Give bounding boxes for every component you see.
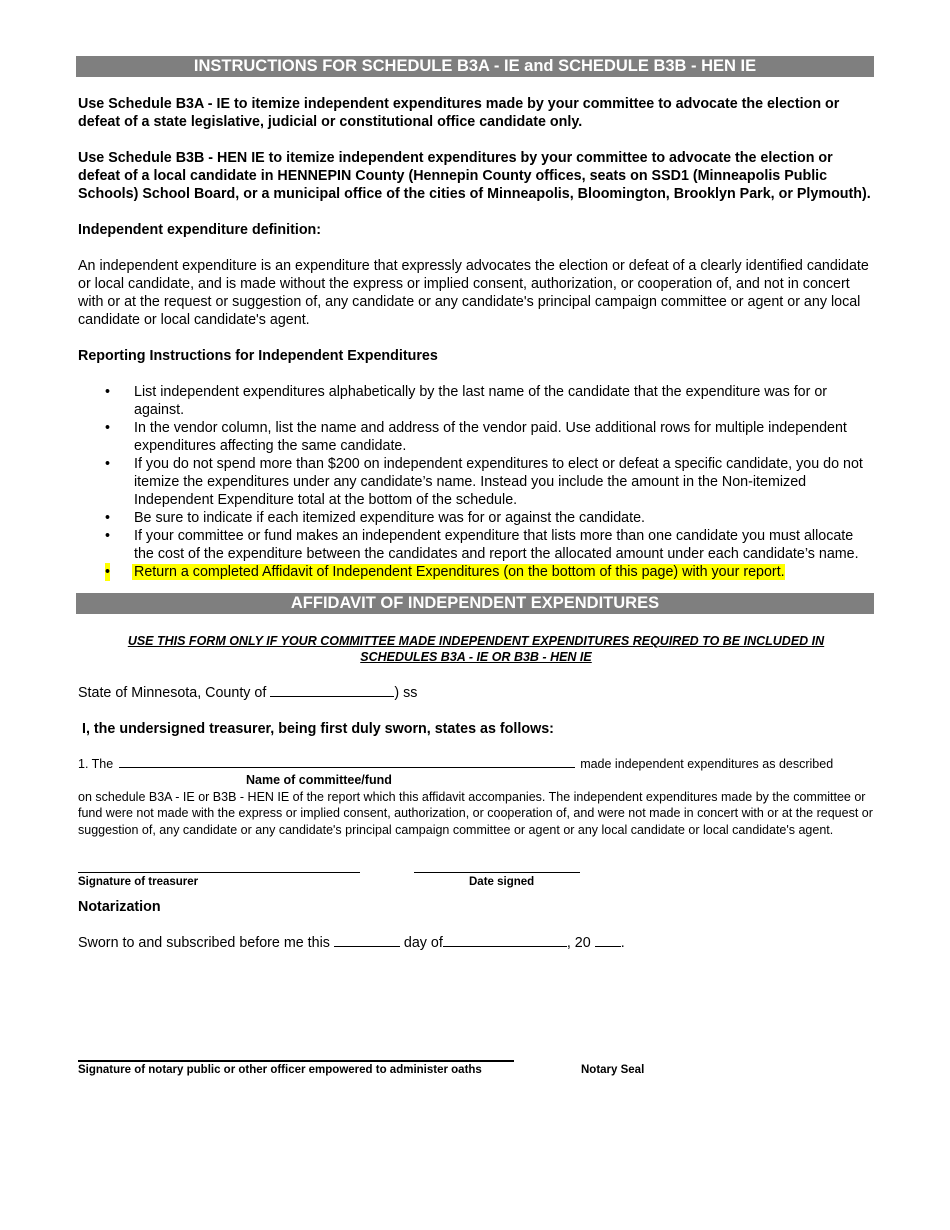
- sworn-line: Sworn to and subscribed before me this day of , 20 .: [78, 935, 625, 951]
- treasurer-signature-line[interactable]: [78, 872, 360, 873]
- treasurer-signature-label: Signature of treasurer: [78, 876, 199, 888]
- date-signed-line[interactable]: [414, 872, 580, 873]
- reporting-instructions-list: [78, 383, 874, 581]
- list-item: • In the vendor column, list the name and address of the vendor paid. Use additional rows for multiple independent expenditures affecting the same candidate.: [105, 420, 847, 454]
- item-1-line: 1. The made independent expenditures as described: [78, 757, 834, 771]
- month-field[interactable]: [443, 946, 567, 947]
- county-field[interactable]: [270, 696, 394, 697]
- notary-signature-label: Signature of notary public or other officer empowered to administer oaths: [78, 1064, 482, 1076]
- bullet-icon: •: [105, 510, 111, 526]
- instructions-banner: INSTRUCTIONS FOR SCHEDULE B3A - IE and SCHEDULE B3B - HEN IE: [76, 56, 874, 77]
- reporting-heading: Reporting Instructions for Independent Expenditures: [78, 348, 438, 364]
- affidavit-warning: USE THIS FORM ONLY IF YOUR COMMITTEE MADE INDEPENDENT EXPENDITURES REQUIRED TO BE INCLUDED IN SCHEDULES B3A - IE OR B3B - HEN IE: [127, 634, 825, 664]
- schedule-b3b-paragraph: Use Schedule B3B - HEN IE to itemize independent expenditures by your committee to advocate the election or defeat of a local candidate in HENNEPIN County (Hennepin County offices, seats on SSD1 (Minneapolis Public Schools) School Board, or a municipal office of the cities of Minneapolis, Bloomington, Brooklyn Park, or Plymouth).: [78, 150, 871, 202]
- committee-name-field[interactable]: [119, 767, 575, 768]
- highlighted-list-item: • Return a completed Affidavit of Independent Expenditures (on the bottom of this page) with your report.: [105, 564, 785, 580]
- schedule-b3a-paragraph: Use Schedule B3A - IE to itemize independent expenditures made by your committee to advocate the election or defeat of a state legislative, judicial or constitutional office candidate only.: [78, 96, 840, 130]
- oath-statement: I, the undersigned treasurer, being first duly sworn, states as follows:: [82, 721, 554, 737]
- bullet-icon: •: [105, 384, 111, 400]
- list-item: • List independent expenditures alphabetically by the last name of the candidate that the expenditure was for or against.: [105, 384, 828, 418]
- bullet-icon: •: [105, 420, 111, 436]
- bullet-icon: •: [105, 528, 111, 544]
- notary-seal-label: Notary Seal: [581, 1064, 645, 1076]
- item-1-text: on schedule B3A - IE or B3B - HEN IE of the report which this affidavit accompanies. The independent expenditures made by the committee or fund were not made with the express or implied consent, authorization, or cooperation of, and were not made in concert with or at the request or suggestion of, any candidate or any candidate's principal campaign committee or agent or any local candidate or local candidate's agent.: [78, 789, 873, 837]
- instructions-page: [78, 56, 874, 1084]
- committee-name-label: Name of committee/fund: [246, 772, 392, 787]
- notary-signature-line[interactable]: [78, 1060, 514, 1062]
- notary-signature-row: [78, 1044, 874, 1084]
- notarization-heading: Notarization: [78, 899, 161, 915]
- definition-text: An independent expenditure is an expenditure that expressly advocates the election or defeat of a clearly identified candidate or local candidate, and is made without the express or implied consent, authorization, or cooperation of, and not in concert with or at the request or suggestion of, any candidate or any candidate's principal campaign committee or agent or any local candidate or local candidate's agent.: [78, 258, 869, 328]
- list-item: • Be sure to indicate if each itemized expenditure was for or against the candidate.: [105, 510, 646, 526]
- bullet-icon: •: [105, 564, 111, 580]
- date-signed-label: Date signed: [469, 876, 535, 888]
- definition-heading: Independent expenditure definition:: [78, 222, 322, 238]
- year-field[interactable]: [595, 946, 621, 947]
- list-item: • If your committee or fund makes an independent expenditure that lists more than one candidate you must allocate the cost of the expenditure between the candidates and report the allocated amount under each candidate’s name.: [105, 528, 859, 562]
- state-county-line: State of Minnesota, County of ) ss: [78, 685, 418, 701]
- day-field[interactable]: [334, 946, 400, 947]
- list-item: • If you do not spend more than $200 on independent expenditures to elect or defeat a specific candidate, you do not itemize the expenditures under any candidate’s name. Instead you include the amount in the Non-itemized Independent Expenditure total at the bottom of the schedule.: [105, 456, 863, 508]
- treasurer-signature-row: [78, 856, 874, 896]
- affidavit-banner: AFFIDAVIT OF INDEPENDENT EXPENDITURES: [76, 593, 874, 614]
- bullet-icon: •: [105, 456, 111, 472]
